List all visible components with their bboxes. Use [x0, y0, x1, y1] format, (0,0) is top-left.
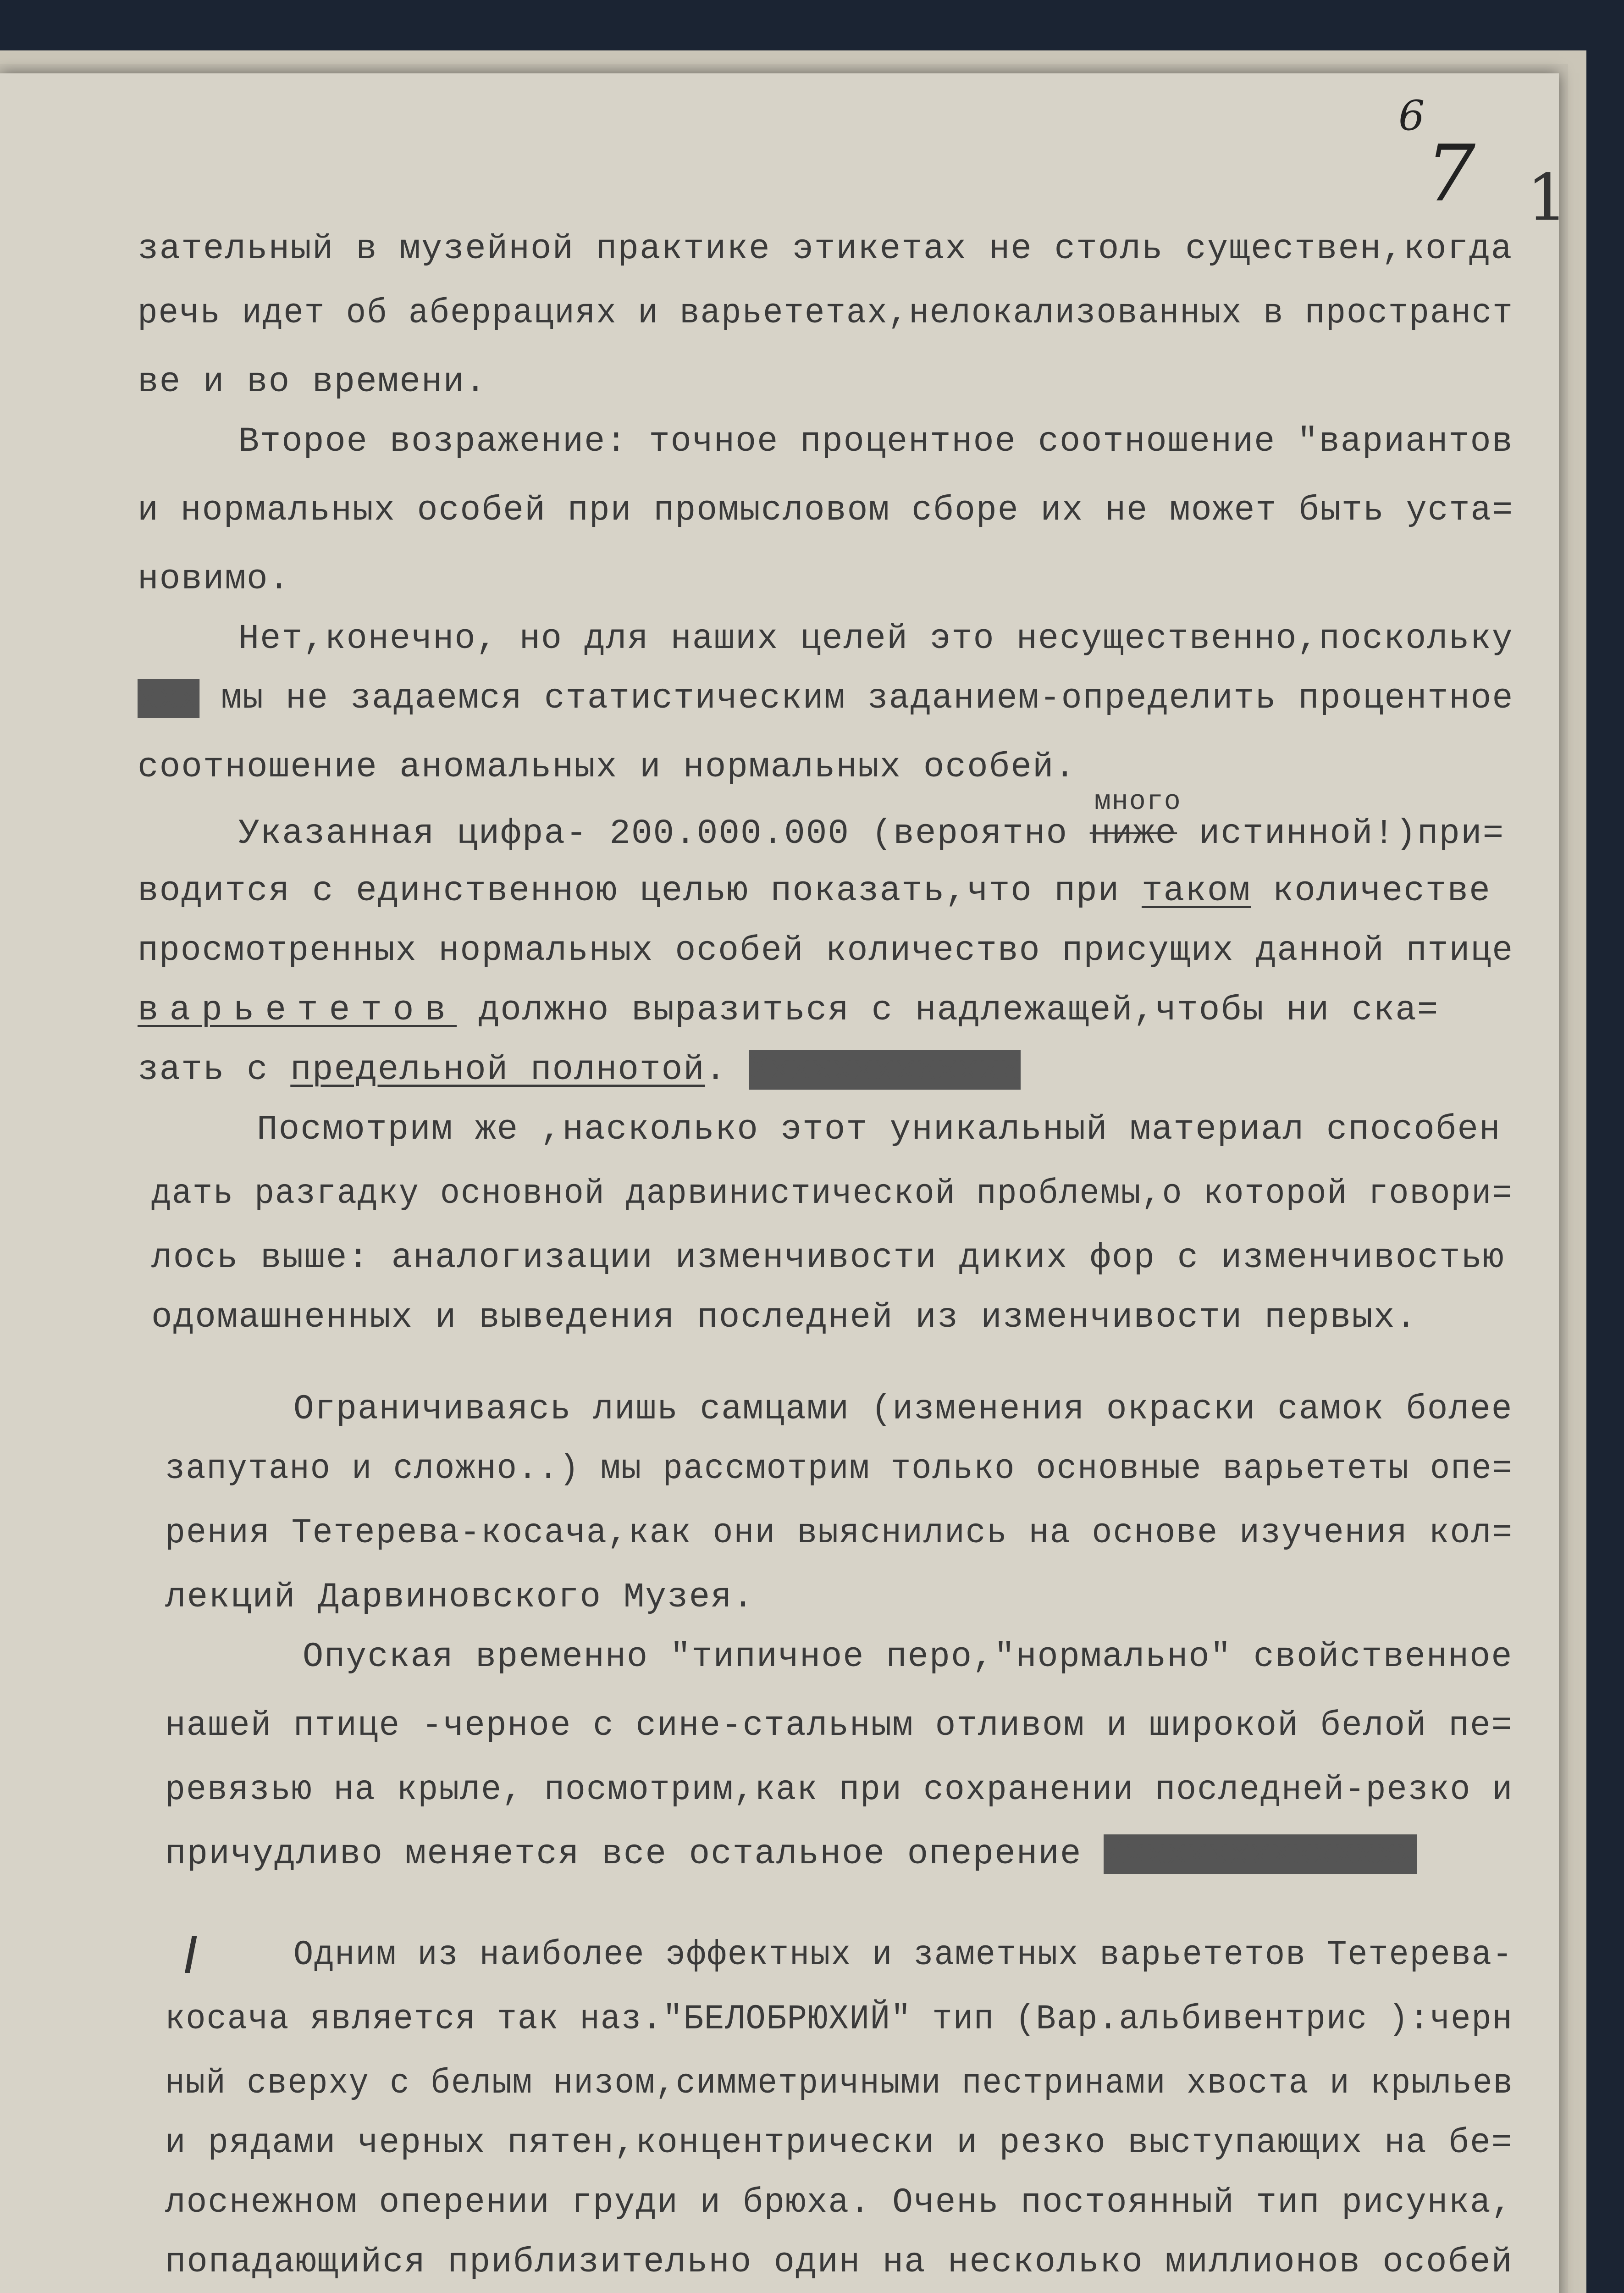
underlined-word: таком: [1141, 871, 1251, 911]
section-marker: I: [183, 1926, 199, 1985]
strikeout-block: Ххххххххххххх: [749, 1050, 1021, 1090]
text-line: ревязью на крыле, посмотрим,как при сохранении последней-резко и: [165, 1770, 1514, 1810]
text-line: просмотренных нормальных особей количество присущих данной птице: [138, 931, 1514, 970]
text-line: [165, 1834, 1417, 1874]
correction: [1089, 786, 1182, 853]
text-line: ный сверху с белым низом,симметричными пестринами хвоста и крыльев: [165, 2064, 1514, 2103]
text-line: нашей птице -черное с сине-стальным отливом и широкой белой пе=: [165, 1706, 1513, 1745]
text-segment: .: [705, 1050, 727, 1090]
text-line: Одним из наиболее эффектных и заметных варьететов Тетерева-: [293, 1935, 1513, 1975]
text-line: дать разгадку основной дарвинистической проблемы,о которой говори=: [151, 1174, 1513, 1213]
text-line: новимо.: [138, 559, 291, 599]
text-line: [138, 1050, 1021, 1090]
text-segment: количестве: [1251, 871, 1491, 911]
strikeout-block: Ххххххххххххххх: [1104, 1834, 1418, 1874]
text-line: Ограничиваясь лишь самцами (изменения окраски самок более: [293, 1390, 1513, 1429]
text-line: соотношение аномальных и нормальных особей.: [138, 748, 1077, 787]
text-line: рения Тетерева-косача,как они выяснились на основе изучения кол=: [165, 1513, 1514, 1553]
text-line: ве и во времени.: [138, 362, 487, 402]
underlined-phrase: предельной полнотой: [290, 1050, 705, 1090]
text-line: [138, 679, 1514, 718]
text-line: Нет,конечно, но для наших целей это несущественно,поскольку: [238, 619, 1514, 659]
text-segment: Указанная цифра- 200.000.000 (вероятно: [238, 814, 1090, 853]
text-line: и рядами черных пятен,концентрически и резко выступающих на бе=: [165, 2123, 1513, 2163]
page-number-edge: 1: [1527, 161, 1568, 235]
text-segment: водится с единственною целью показать,что при: [138, 871, 1142, 911]
text-line: лекций Дарвиновского Музея.: [165, 1578, 755, 1617]
text-line: зательный в музейной практике этикетах не столь существен,когда: [138, 229, 1513, 269]
text-line: [138, 991, 1439, 1030]
text-line: одомашненных и выведения последней из изменчивости первых.: [151, 1298, 1418, 1337]
page-number-large: 7: [1426, 128, 1476, 219]
text-line: [138, 871, 1491, 911]
struck-word: ниже: [1089, 814, 1177, 853]
text-line: запутано и сложно..) мы рассмотрим только основные варьететы опе=: [165, 1449, 1513, 1489]
strikeout-block: ххх: [138, 679, 200, 718]
text-segment: зать с: [138, 1050, 291, 1090]
text-line: Посмотрим же ,насколько этот уникальный материал способен: [257, 1110, 1501, 1149]
text-line: и нормальных особей при промысловом сборе их не может быть уста=: [138, 491, 1514, 530]
text-segment: должно выразиться с надлежащей,чтобы ни ска=: [457, 991, 1439, 1030]
text-line: лоснежном оперении груди и брюха. Очень постоянный тип рисунка,: [165, 2183, 1513, 2222]
text-line: косача является так наз."БЕЛОБРЮХИЙ" тип (Вар.альбивентрис ):черн: [165, 1999, 1513, 2039]
text-line: Опуская временно "типичное перо,"нормально" свойственное: [303, 1637, 1513, 1677]
spaced-underlined-word: варьететов: [138, 991, 457, 1030]
text-line: попадающийся приблизительно один на несколько миллионов особей: [165, 2243, 1513, 2282]
text-segment: причудливо меняется все остальное оперение: [165, 1834, 1082, 1874]
text-line: речь идет об аберрациях и варьететах,нелокализованных в пространст: [138, 294, 1514, 333]
text-line: [238, 786, 1505, 853]
inserted-word: много: [1094, 786, 1182, 818]
page-number-small: 6: [1398, 92, 1425, 140]
text-line: Второе возражение: точное процентное соотношение "вариантов: [238, 422, 1514, 461]
text-line-content: мы не задаемся статистическим заданием-определить процентное: [221, 679, 1514, 718]
text-line: лось выше: аналогизации изменчивости диких фор с изменчивостью: [151, 1238, 1505, 1278]
text-segment: истинной!)при=: [1177, 814, 1505, 853]
